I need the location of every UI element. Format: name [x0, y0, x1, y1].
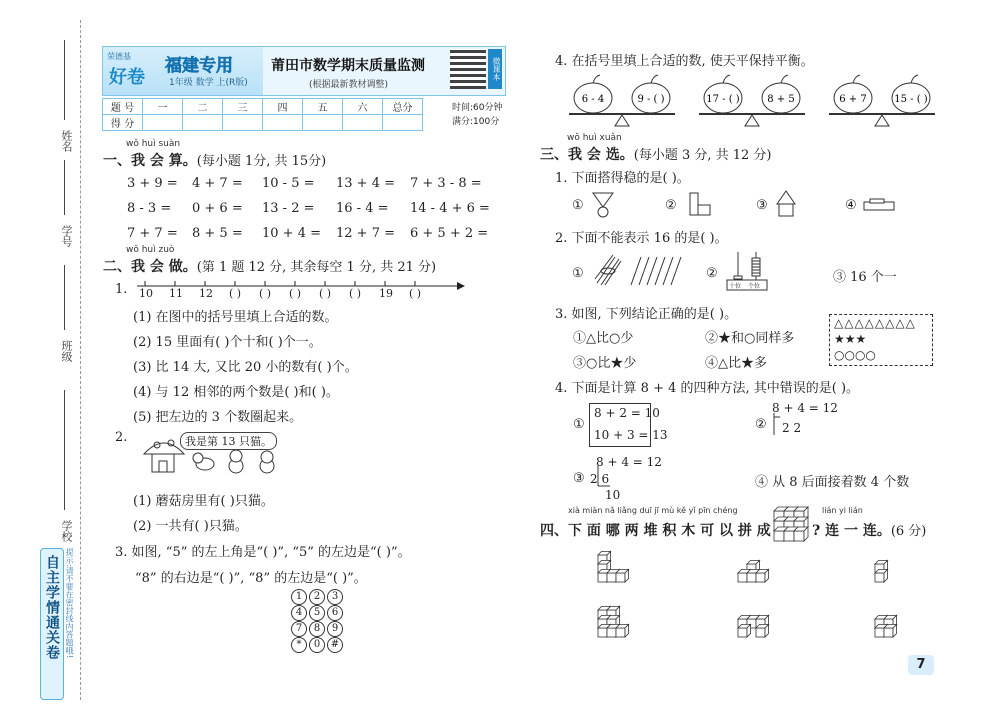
calc-problem: 16 - 4 =	[336, 201, 389, 216]
block-pile[interactable]	[598, 606, 629, 637]
sec2-title: 二、我 会 做。(第 1 题 12 分, 其余每空 1 分, 共 21 分)	[103, 259, 437, 275]
keypad-key: 5	[309, 605, 325, 621]
brand-logo: 好卷	[109, 67, 145, 88]
block-stack-icon	[688, 191, 712, 217]
sec3-title: 三、我 会 选。(每小题 3 分, 共 12 分)	[540, 147, 772, 163]
apple-expression: 17 - ( )	[706, 94, 740, 105]
number-rule	[64, 160, 65, 215]
target-cube-shape	[770, 503, 814, 543]
s3-q1-opt1: ①	[572, 198, 584, 213]
number-line-label: 11	[169, 287, 183, 300]
method-b-line2: 2 2	[782, 421, 802, 435]
sec1-title: 一、我 会 算。(每小题 1分, 共 15分)	[103, 153, 327, 169]
apple-stem	[853, 75, 860, 83]
s3-q1-opt3: ③	[756, 198, 768, 213]
sec1-pinyin: wǒ huì suàn	[126, 139, 181, 149]
q4-text: 4. 在括号里填上合适的数, 使天平保持平衡。	[555, 54, 814, 69]
score-head-cell: 五	[303, 99, 343, 115]
keypad-key: #	[327, 637, 343, 653]
q2-item: (2) 一共有( )只猫。	[133, 519, 248, 534]
exam-title: 莆田市数学期末质量监测	[271, 58, 425, 74]
q1-number: 1.	[115, 282, 128, 297]
apple-expression: 6 - 4	[581, 94, 605, 105]
block-pile[interactable]	[875, 560, 888, 582]
apple-expression: 15 - ( )	[894, 94, 928, 105]
apple-expression: 9 - ( )	[637, 94, 665, 105]
sec4-title: 四、下 面 哪 两 堆 积 木 可 以 拼 成	[540, 523, 771, 539]
block-pile[interactable]	[738, 560, 769, 582]
cube	[738, 624, 751, 637]
cube	[884, 624, 897, 637]
q2-number: 2.	[115, 430, 128, 445]
number-line-label: 19	[379, 287, 393, 300]
calc-problem: 4 + 7 =	[192, 176, 243, 191]
banner-tip: 提示:请不要在密封线内答题哦!	[65, 548, 74, 658]
q3-line2: “8” 的右边是“( )”, “8” 的左边是“( )”。	[135, 571, 367, 586]
sec2-pinyin: wǒ huì zuò	[126, 245, 175, 255]
keypad-key: 1	[291, 589, 307, 605]
qr-code[interactable]	[450, 49, 486, 89]
number-line-label: ( )	[289, 287, 302, 300]
method-b-line1: 8 + 4 = 12	[772, 401, 838, 415]
calc-problem: 6 + 5 + 2 =	[410, 226, 489, 241]
abacus-ones: 个位	[748, 283, 761, 290]
s3-q3-opt4: ④△比★多	[705, 356, 767, 371]
method-a-line2: 10 + 3 = 13	[594, 428, 668, 442]
score-head-cell: 二	[183, 99, 223, 115]
method-a-box	[589, 403, 668, 447]
keypad-key: *	[291, 637, 307, 653]
q1-item: (1) 在图中的括号里填上合适的数。	[133, 310, 338, 325]
s3-q4-label-b: ②	[755, 417, 767, 432]
cube	[756, 569, 769, 582]
flat-block-icon	[862, 198, 896, 212]
q3-line1: 3. 如图, “5” 的左上角是“( )”, “5” 的左边是“( )”。	[115, 545, 411, 560]
scale-base	[615, 115, 629, 126]
s3-q3-opt2: ②★和○同样多	[705, 331, 795, 346]
method-c-line3: 10	[605, 488, 621, 502]
grade-label: 1年级 数学 上(R版)	[169, 78, 248, 88]
calc-problem: 13 - 2 =	[262, 201, 315, 216]
score-head-cell: 题 号	[103, 99, 143, 115]
calc-problem: 12 + 7 =	[336, 226, 395, 241]
sec1-note: (每小题 1分, 共 15分)	[196, 154, 327, 169]
s3-q4: 4. 下面是计算 8 + 4 的四种方法, 其中错误的是( )。	[555, 381, 860, 396]
apple-expression: 8 + 5	[767, 94, 795, 105]
block-pile[interactable]	[875, 615, 897, 637]
brand-name: 荣德基	[107, 52, 131, 61]
calc-problem: 10 - 5 =	[262, 176, 315, 191]
s3-q4-label-c: ③	[573, 471, 585, 486]
calc-problem: 8 - 3 =	[127, 201, 172, 216]
score-head-cell: 三	[223, 99, 263, 115]
score-label-cell: 得 分	[103, 115, 143, 131]
sec3-note: (每小题 3 分, 共 12 分)	[633, 148, 772, 163]
score-cell[interactable]	[303, 115, 343, 131]
exam-subtitle: (根据最新教材调整)	[309, 80, 389, 90]
block-pile[interactable]	[598, 551, 629, 582]
q1-item: (3) 比 14 大, 又比 20 小的数有( )个。	[133, 360, 358, 375]
s3-q2-opt2: ②	[706, 266, 718, 281]
scale-base	[875, 115, 889, 126]
number-line-label: ( )	[349, 287, 362, 300]
score-cell[interactable]	[343, 115, 383, 131]
calc-problem: 13 + 4 =	[336, 176, 395, 191]
number-label: 学号	[60, 225, 73, 247]
score-head-cell: 一	[143, 99, 183, 115]
sticks-bundle-icon	[593, 253, 688, 289]
sec4-pinyin2: lián yi lián	[822, 506, 863, 515]
calc-problem: 0 + 6 =	[192, 201, 243, 216]
score-table	[102, 98, 423, 131]
keypad	[290, 588, 344, 652]
calc-problem: 10 + 4 =	[262, 226, 321, 241]
keypad-key: 3	[327, 589, 343, 605]
keypad-key: 0	[309, 637, 325, 653]
sec2-note: (第 1 题 12 分, 其余每空 1 分, 共 21 分)	[196, 260, 437, 275]
sec4-note: (6 分)	[890, 524, 927, 539]
s3-q1: 1. 下面搭得稳的是( )。	[555, 171, 690, 186]
score-head-cell: 总分	[383, 99, 423, 115]
shape-count-box	[829, 314, 933, 366]
apple-expression: 6 + 7	[839, 94, 867, 105]
block-pile[interactable]	[738, 615, 769, 637]
q1-item: (5) 把左边的 3 个数圈起来。	[133, 410, 303, 425]
score-cell[interactable]	[183, 115, 223, 131]
number-line-label: ( )	[319, 287, 332, 300]
qr-label: 微课本	[488, 49, 502, 89]
name-rule	[64, 40, 65, 120]
full-score: 满分:100分	[452, 117, 500, 127]
abacus-tens: 十位	[729, 283, 742, 290]
exam-header	[102, 46, 506, 96]
keypad-key: 4	[291, 605, 307, 621]
method-c-split	[592, 466, 618, 490]
cube	[756, 624, 769, 637]
apple-stem	[723, 75, 730, 83]
cone-on-ball-icon	[592, 191, 614, 219]
s3-q1-opt2: ②	[665, 198, 677, 213]
triangles-row: △△△△△△△△	[834, 316, 916, 330]
calc-problem: 3 + 9 =	[127, 176, 178, 191]
time-limit: 时间:60分钟	[452, 103, 503, 113]
s3-q3-opt1: ①△比○少	[573, 331, 634, 346]
apple-stem	[911, 75, 918, 83]
page-number: 7	[908, 655, 934, 675]
balance-scales	[565, 72, 935, 130]
s3-q3: 3. 如图, 下列结论正确的是( )。	[555, 307, 738, 322]
s3-q1-opt4: ④	[845, 198, 857, 213]
q1-item: (2) 15 里面有( )个十和( )个一。	[133, 335, 322, 350]
score-cell[interactable]	[223, 115, 263, 131]
keypad-key: 2	[309, 589, 325, 605]
school-rule	[64, 390, 65, 510]
method-a-line1: 8 + 2 = 10	[594, 406, 660, 420]
name-label: 姓名	[60, 130, 73, 152]
cube	[616, 569, 629, 582]
method-b-split	[772, 413, 802, 437]
s3-q2-opt1: ①	[572, 266, 584, 281]
block-piles	[590, 545, 910, 655]
sec4-tail: ? 连 一 连。(6 分)	[812, 523, 927, 539]
s3-q2: 2. 下面不能表示 16 的是( )。	[555, 231, 728, 246]
cube	[616, 624, 629, 637]
number-line-label: 10	[139, 287, 153, 300]
class-rule	[64, 265, 65, 330]
stars-row: ★★★	[834, 332, 867, 346]
score-head-cell: 四	[263, 99, 303, 115]
banner-title: 自主学情通关卷	[44, 555, 60, 660]
calc-problem: 7 + 7 =	[127, 226, 178, 241]
q2-item: (1) 蘑菇房里有( )只猫。	[133, 494, 274, 509]
apple-stem	[651, 75, 658, 83]
method-c-line1: 8 + 4 = 12	[596, 455, 662, 469]
s3-q3-opt3: ③○比★少	[573, 356, 637, 371]
number-line-label: 12	[199, 287, 213, 300]
score-cell[interactable]	[263, 115, 303, 131]
q1-item: (4) 与 12 相邻的两个数是( )和( )。	[133, 385, 339, 400]
cone-on-cylinder-icon	[775, 190, 797, 218]
calc-problem: 8 + 5 =	[192, 226, 243, 241]
special-label: 福建专用	[165, 56, 233, 76]
circles-row: ○○○○	[834, 348, 876, 362]
score-cell[interactable]	[143, 115, 183, 131]
class-label: 班级	[60, 340, 73, 362]
apple-stem	[781, 75, 788, 83]
apple-stem	[593, 75, 600, 83]
school-label: 学校	[60, 520, 73, 542]
calc-problem: 14 - 4 + 6 =	[410, 201, 490, 216]
number-line-label: ( )	[409, 287, 422, 300]
cat-bubble: 我是第 13 只猫。	[180, 432, 277, 450]
cube	[794, 527, 808, 541]
s3-q4-label-a: ①	[573, 417, 585, 432]
brand-panel	[103, 47, 263, 95]
score-head-cell: 六	[343, 99, 383, 115]
sec3-pinyin: wǒ huì xuǎn	[567, 133, 622, 143]
score-cell[interactable]	[383, 115, 423, 131]
number-line-label: ( )	[229, 287, 242, 300]
keypad-key: 6	[327, 605, 343, 621]
method-d: ④ 从 8 后面接着数 4 个数	[755, 475, 910, 490]
keypad-key: 8	[309, 621, 325, 637]
keypad-key: 9	[327, 621, 343, 637]
calc-problem: 7 + 3 - 8 =	[410, 176, 482, 191]
seal-line	[80, 20, 81, 700]
sec4-pinyin: xià miàn nǎ liǎng duī jī mù kě yǐ pīn chéng	[568, 506, 738, 515]
number-line-label: ( )	[259, 287, 272, 300]
s3-q2-opt3: ③ 16 个一	[833, 270, 897, 285]
method-c-line2: 2 6	[590, 472, 610, 486]
cube	[875, 569, 888, 582]
keypad-key: 7	[291, 621, 307, 637]
scale-base	[745, 115, 759, 126]
